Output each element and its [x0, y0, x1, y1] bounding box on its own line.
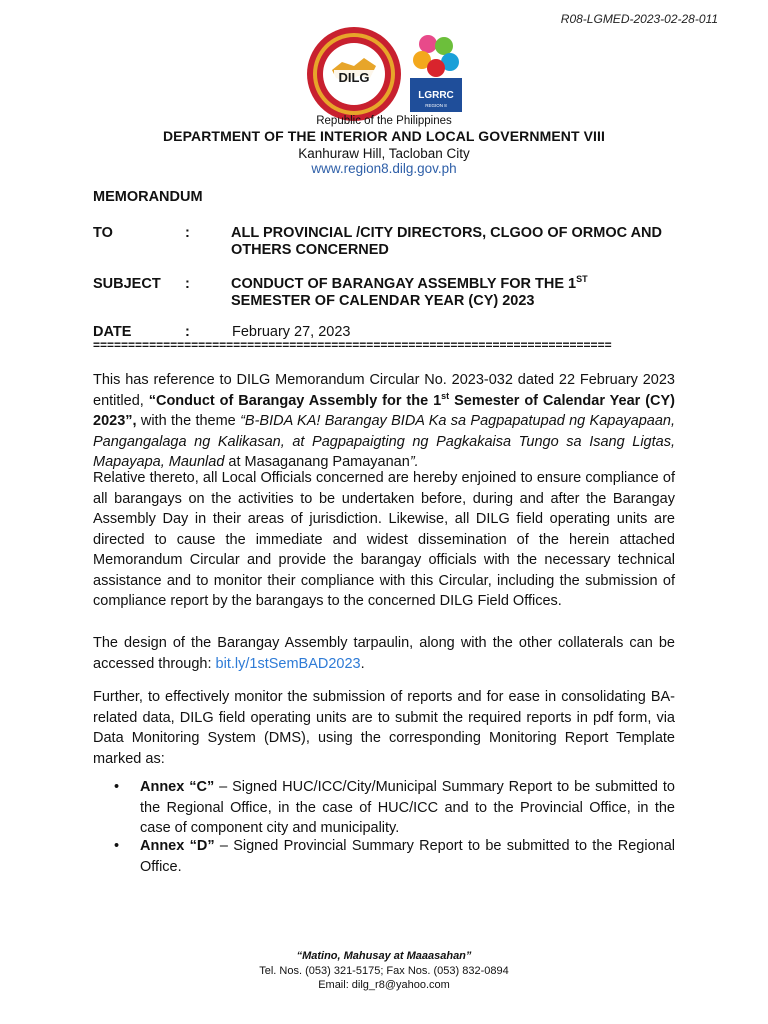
memo-title: MEMORANDUM [93, 189, 203, 205]
footer-phones: Tel. Nos. (053) 321-5175; Fax Nos. (053) 832-0894 [259, 965, 509, 977]
date-label: DATE [93, 324, 132, 340]
reference-code: R08-LGMED-2023-02-28-011 [560, 12, 718, 26]
dilg-seal-logo [306, 26, 402, 122]
paragraph-relative: Relative thereto, all Local Officials concerned are hereby enjoined to ensure compliance of all barangays on the activities to be undertaken before, during and after the Barangay Assembly Day in their areas of jurisdiction. Likewise, all DILG field operating units are directed to cause the immediate and widest dissemination of the herein attached Memorandum Circular and provide the barangay officials with the necessary technical assistance and to monitor their compliance with this Circular, including the submission of compliance report by the barangays to the concerned DILG Field Offices. [93, 470, 675, 609]
republic-line: Republic of the Philippines [316, 115, 452, 127]
bullet: • [114, 838, 120, 854]
annex-c-text: – Signed HUC/ICC/City/Municipal Summary Report to be submitted to the Regional Office, in the case of HUC/ICC and to the Provincial Office, in the case of component city and municipality. [140, 779, 675, 836]
lgrrc-logo [408, 32, 464, 114]
department-name: DEPARTMENT OF THE INTERIOR AND LOCAL GOVERNMENT VIII [162, 128, 606, 144]
paragraph-further: Further, to effectively monitor the submission of reports and for ease in consolidating BA-related data, DILG field operating units are to submit the required reports in pdf form, via Data Monitoring System (DMS), using the corresponding Monitoring Report Template marked as: [93, 689, 675, 767]
subject-value: CONDUCT OF BARANGAY ASSEMBLY FOR THE 1ST SEMESTER OF CALENDAR YEAR (CY) 2023 [231, 274, 588, 309]
date-colon: : [185, 324, 190, 340]
annex-d-item [114, 836, 675, 877]
separator-rule: ========================================================================== [93, 338, 612, 352]
subject-label: SUBJECT [93, 276, 161, 292]
office-address: Kanhuraw Hill, Tacloban City [298, 146, 470, 161]
bullet: • [114, 779, 120, 795]
collaterals-link[interactable]: bit.ly/1stSemBAD2023 [215, 655, 361, 672]
footer-motto: “Matino, Mahusay at Maaasahan” [296, 950, 472, 962]
lgrrc-text: LGRRC [418, 90, 454, 101]
website-link[interactable]: www.region8.dilg.gov.ph [311, 161, 457, 176]
header-logos [306, 26, 476, 122]
seal-text: DILG [338, 70, 370, 85]
subject-colon: : [185, 276, 190, 292]
annex-c-label: Annex “C” [140, 779, 215, 795]
annex-d-label: Annex “D” [140, 838, 215, 854]
to-colon: : [185, 225, 190, 241]
annex-d-text: – Signed Provincial Summary Report to be submitted to the Regional Office. [140, 838, 675, 875]
paragraph-reference: This has reference to DILG Memorandum Circular No. 2023-032 dated 22 February 2023 entitled, “Conduct of Barangay Assembly for the 1st Semester of Calendar Year (CY) 2023”, with the theme “B-BIDA KA! Barangay BIDA Ka sa Pagpapatupad ng Kapayapaan, Pangangalaga ng Kalikasan, at Pagpapaigting ng Pagkakaisa Tungo sa Isang Ligtas, Mapayapa, Maunlad at Masaganang Pamayanan”. [93, 372, 676, 470]
date-value: February 27, 2023 [232, 324, 351, 340]
annex-c-item [114, 777, 675, 839]
paragraph-design: The design of the Barangay Assembly tarpaulin, along with the other collaterals can be accessed through: bit.ly/1stSemBAD2023. [93, 635, 675, 672]
footer-email: Email: dilg_r8@yahoo.com [318, 979, 450, 991]
lgrrc-subtext: REGION 8 [425, 103, 447, 108]
to-label: TO [93, 225, 113, 241]
to-value: ALL PROVINCIAL /CITY DIRECTORS, CLGOO OF ORMOC AND OTHERS CONCERNED [231, 225, 662, 258]
